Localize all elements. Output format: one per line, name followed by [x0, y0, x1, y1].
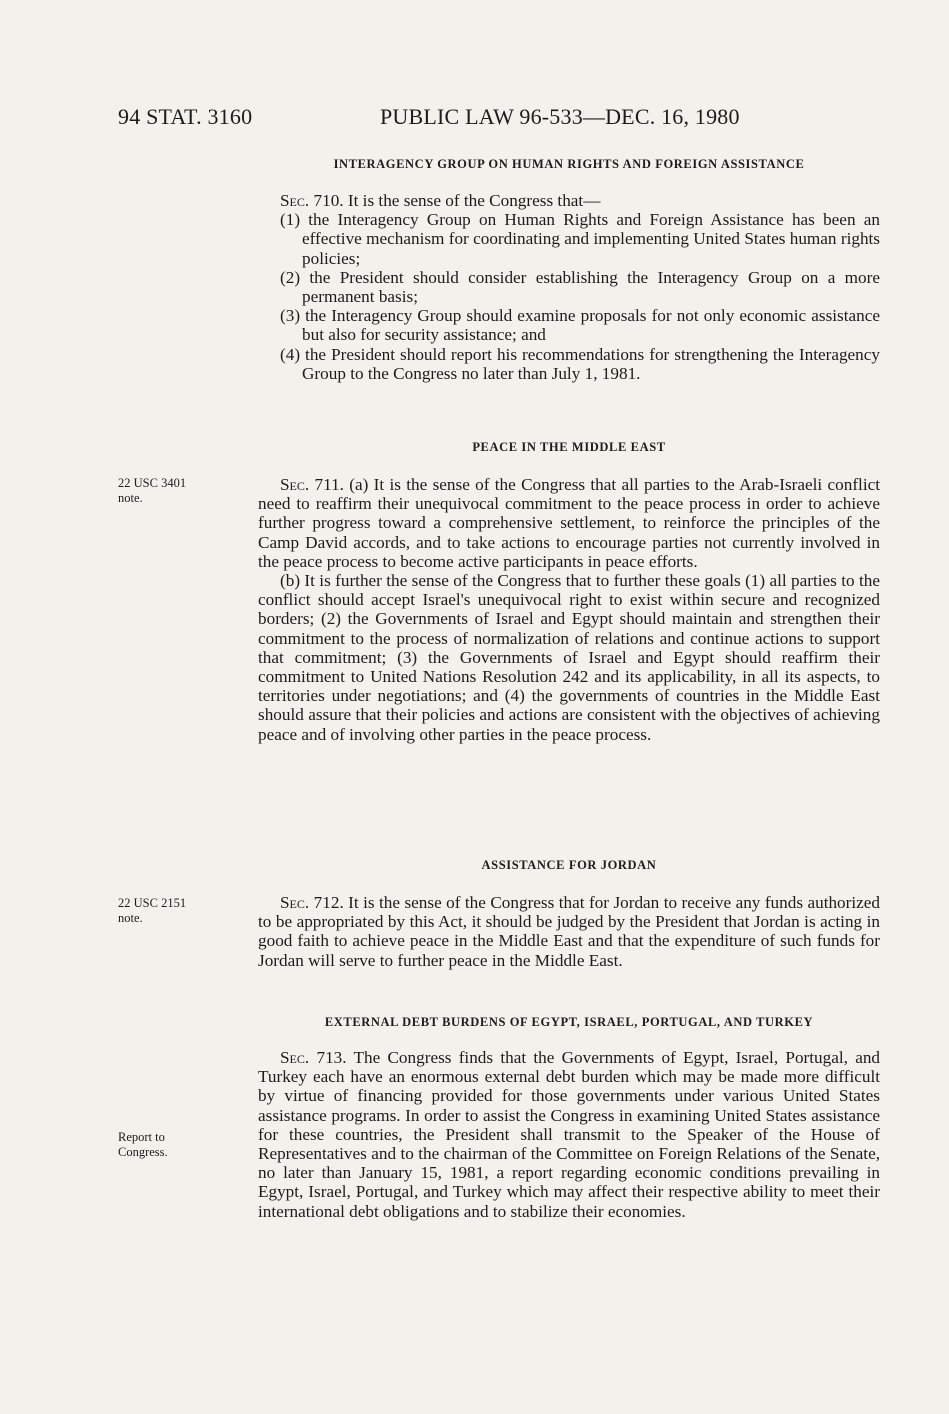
sec712-text-body: 712. It is the sense of the Congress that for Jordan to receive any funds authorized to be appropriated by this Act, it should be judged by the President that Jordan is acting in good faith to achieve peace in the Middle East and that the expenditure of such funds for Jordan will serve to further peace in the Middle East.	[258, 893, 881, 970]
report-note-line2: Congress.	[118, 1145, 168, 1159]
sec710-item-1: (1) the Interagency Group on Human Rights and Foreign Assistance has been an effective mechanism for coordinating and implementing United States human rights policies;	[280, 210, 880, 268]
usc-note-label: note.	[118, 491, 143, 505]
sec712-text	[258, 893, 880, 970]
sec710-item-4: (4) the President should report his recommendations for strengthening the Interagency Group to the Congress no later than July 1, 1981.	[280, 344, 880, 383]
law-title: PUBLIC LAW 96-533—DEC. 16, 1980	[380, 104, 740, 129]
sec710-intro	[258, 191, 880, 210]
sec711-para-b: (b) It is further the sense of the Congress that to further these goals (1) all parties to the conflict should accept Israel's unequivocal right to exist within secure and recognized borders; (2) the Governments of Israel and Egypt should maintain and strengthen their commitment to the process of normalization of relations and continue actions to support that commitment; (3) the Governments of Israel and Egypt should reaffirm their commitment to United Nations Resolution 242 and its applicability, in all its aspects, to territories under negotiations; and (4) the governments of countries in the Middle East should assure that their policies and actions are consistent with the objectives of achieving peace and of involving other parties in the peace process.	[258, 571, 880, 744]
sec-label: Sec.	[280, 1048, 310, 1067]
sec710-item-2: (2) the President should consider establishing the Interagency Group on a more permanent basis;	[280, 267, 880, 307]
usc-citation: 22 USC 3401	[118, 476, 187, 490]
sec710-item-3: (3) the Interagency Group should examine proposals for not only economic assistance but also for security assistance; and	[280, 306, 880, 345]
sec710-body	[258, 191, 880, 383]
report-note-line1: Report to	[118, 1130, 165, 1144]
sec713-body	[258, 1048, 880, 1221]
sec713-text-body: 713. The Congress finds that the Governments of Egypt, Israel, Portugal, and Turkey each have an enormous external debt burden which may be made more difficult by virtue of financing provided for those governments under various United States assistance programs. In order to assist the Congress in examining United States assistance for these countries, the President shall transmit to the Speaker of the House of Representatives and to the chairman of the Committee on Foreign Relations of the Senate, no later than January 15, 1981, a report regarding economic conditions prevailing in Egypt, Israel, Portugal, and Turkey which may affect their respective ability to meet their international debt obligations and to stabilize their economies.	[258, 1048, 881, 1221]
sec711-para-a-text: 711. (a) It is the sense of the Congress that all parties to the Arab-Israeli conflict need to reaffirm their unequivocal commitment to the peace process in order to achieve further progress toward a comprehensive settlement, to reinforce the principles of the Camp David accords, and to take actions to encourage parties not currently involved in the peace process to become active participants in peace efforts.	[258, 475, 881, 571]
sec-label: Sec.	[280, 191, 310, 210]
sec713-heading: EXTERNAL DEBT BURDENS OF EGYPT, ISRAEL, PORTUGAL, AND TURKEY	[324, 1015, 814, 1029]
sec713-margin-note	[118, 1130, 228, 1160]
sec-label: Sec.	[280, 475, 310, 494]
sec710-intro-text: 710. It is the sense of the Congress that—	[313, 191, 601, 210]
sec710-heading: INTERAGENCY GROUP ON HUMAN RIGHTS AND FOREIGN ASSISTANCE	[333, 157, 805, 171]
sec713-text	[258, 1048, 880, 1221]
sec711-body	[258, 475, 880, 744]
sec712-margin-note	[118, 896, 228, 926]
stat-page-number: 94 STAT. 3160	[118, 104, 253, 129]
usc-note-label: note.	[118, 911, 143, 925]
sec711-para-a	[258, 475, 880, 571]
usc-citation: 22 USC 2151	[118, 896, 187, 910]
sec712-heading: ASSISTANCE FOR JORDAN	[481, 858, 657, 872]
sec711-margin-note	[118, 476, 228, 506]
sec712-body	[258, 893, 880, 970]
sec711-heading: PEACE IN THE MIDDLE EAST	[472, 440, 666, 454]
sec-label: Sec.	[280, 893, 310, 912]
